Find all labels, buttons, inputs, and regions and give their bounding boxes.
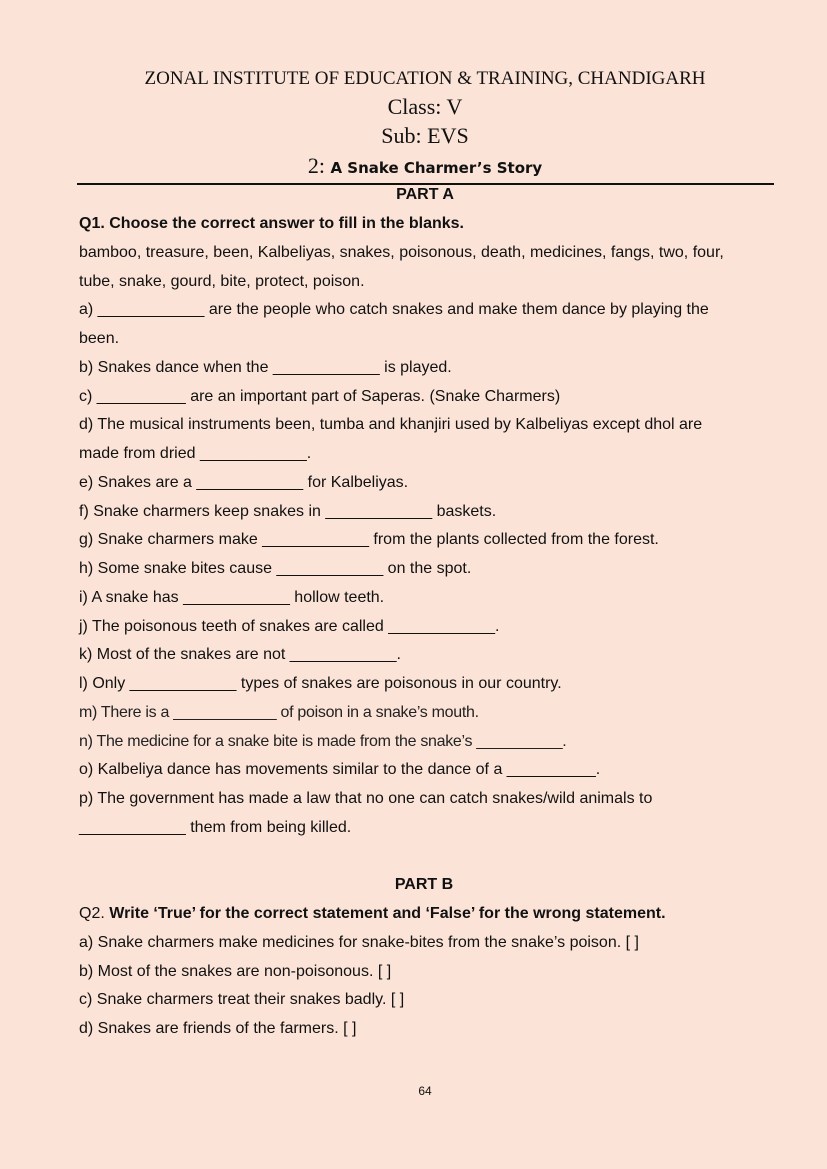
word-bank-line: bamboo, treasure, been, Kalbeliyas, snakes, poisonous, death, medicines, fangs, two, four, [79, 243, 724, 261]
page-number: 64 [418, 1084, 432, 1098]
blank-item: c) __________ are an important part of Saperas. (Snake Charmers) [79, 387, 561, 405]
part-b-heading: PART B [394, 876, 454, 894]
blank-item: j) The poisonous teeth of snakes are called ____________. [79, 617, 500, 635]
blank-item: b) Snakes dance when the ____________ is played. [79, 358, 452, 376]
q1-question: Q1. Choose the correct answer to fill in the blanks. [79, 215, 464, 232]
q2-question [79, 900, 779, 929]
blank-item: ____________ them from being killed. [79, 818, 352, 836]
true-false-item: d) Snakes are friends of the farmers. [ ] [79, 1020, 357, 1037]
true-false-item: c) Snake charmers treat their snakes badly. [ ] [79, 991, 405, 1009]
worksheet-body [79, 210, 779, 1044]
true-false-item: b) Most of the snakes are non-poisonous. [ ] [79, 962, 392, 980]
institute-name: ZONAL INSTITUTE OF EDUCATION & TRAINING, CHANDIGARH [144, 68, 706, 89]
blank-item: i) A snake has ____________ hollow teeth. [79, 588, 385, 606]
part-a-heading: PART A [396, 186, 454, 203]
blank-item: made from dried ____________. [79, 445, 312, 462]
chapter-name: A Snake Charmer’s Story [330, 159, 543, 177]
q2-text: Write ‘True’ for the correct statement and ‘False’ for the wrong statement. [109, 905, 666, 922]
blank-item: o) Kalbeliya dance has movements similar to the dance of a __________. [79, 761, 601, 779]
subject-label: Sub: EVS [381, 123, 469, 148]
blank-item: f) Snake charmers keep snakes in ____________ baskets. [79, 502, 497, 520]
chapter-number: 2: [307, 153, 325, 178]
blank-item: a) ____________ are the people who catch snakes and make them dance by playing the [79, 301, 709, 319]
blank-item: n) The medicine for a snake bite is made from the snake’s __________. [79, 732, 567, 750]
blank-item: e) Snakes are a ____________ for Kalbeliyas. [79, 473, 409, 491]
blank-item: h) Some snake bites cause ____________ on the spot. [79, 560, 472, 577]
spacer [79, 843, 779, 872]
blank-item: d) The musical instruments been, tumba and khanjiri used by Kalbeliyas except dhol are [79, 416, 703, 434]
blank-item: m) There is a ____________ of poison in a snake’s mouth. [79, 703, 479, 721]
blank-item: k) Most of the snakes are not ____________. [79, 646, 401, 664]
class-label: Class: V [387, 94, 463, 119]
blank-item: l) Only ____________ types of snakes are poisonous in our country. [79, 675, 562, 692]
chapter-title [0, 153, 827, 179]
word-bank-line: tube, snake, gourd, bite, protect, poison. [79, 272, 365, 290]
blank-item: p) The government has made a law that no one can catch snakes/wild animals to [79, 790, 653, 807]
true-false-item: a) Snake charmers make medicines for snake-bites from the snake’s poison. [ ] [79, 933, 639, 951]
blank-item: g) Snake charmers make ____________ from the plants collected from the forest. [79, 531, 659, 549]
q2-number: Q2. [79, 905, 105, 922]
blank-item: been. [79, 330, 120, 347]
header-divider [77, 183, 774, 185]
